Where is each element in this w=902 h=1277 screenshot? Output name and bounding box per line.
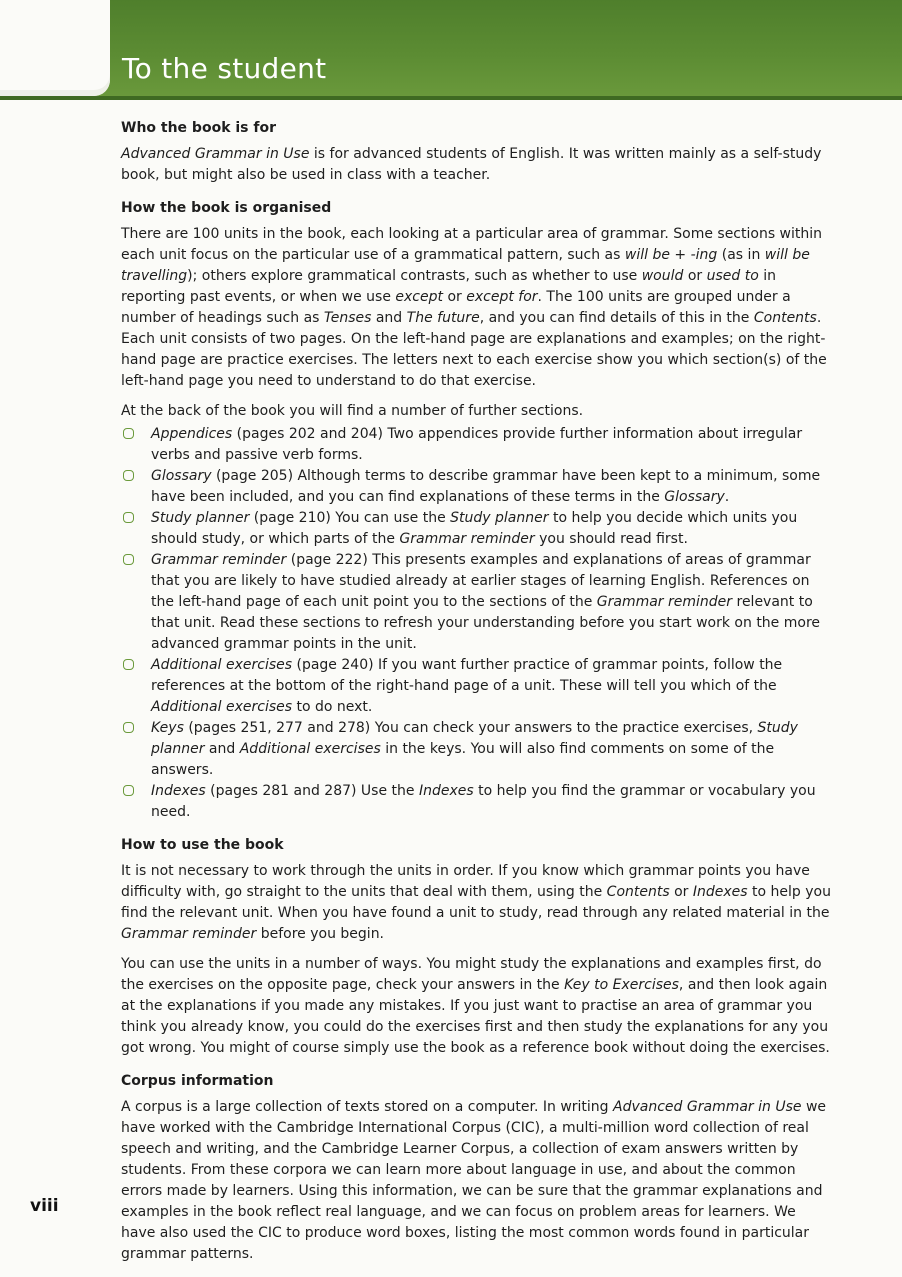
heading-corpus: Corpus information: [121, 1073, 274, 1089]
header-tab: [0, 0, 110, 96]
back-intro: At the back of the book you will find a number of further sections.: [121, 403, 584, 419]
heading-who: Who the book is for: [121, 120, 276, 136]
paragraph-organised: There are 100 units in the book, each looking at a particular area of grammar. Some sections within each unit focus on the particular use of a grammatical pattern, such as will be + -ing (as in will be travelling); others explore grammatical contrasts, such as whether to use would or used to in reporting past events, or when we use except or except for. The 100 units are grouped under a number of headings such as Tenses and The future, and you can find details of this in the Contents. Each unit consists of two pages. On the left-hand page are explanations and examples; on the right-hand page are practice exercises. The letters next to each exercise show you which section(s) of the left-hand page you need to understand to do that exercise.: [121, 226, 827, 389]
rounded-square-bullet-icon: [123, 554, 134, 565]
page-number: viii: [30, 1196, 59, 1216]
list-item-indexes: Indexes (pages 281 and 287) Use the Indexes to help you find the grammar or vocabulary you need.: [121, 781, 833, 823]
paragraph-who: Advanced Grammar in Use is for advanced students of English. It was written mainly as a self-study book, but might also be used in class with a teacher.: [121, 146, 822, 183]
section-corpus: [121, 1071, 833, 1265]
heading-organised: How the book is organised: [121, 200, 332, 216]
main-content: [121, 118, 833, 1277]
further-sections-list: [121, 424, 833, 823]
rounded-square-bullet-icon: [123, 512, 134, 523]
list-item-appendices: Appendices (pages 202 and 204) Two appendices provide further information about irregular verbs and passive verb forms.: [121, 424, 833, 466]
paragraph-use-1: It is not necessary to work through the units in order. If you know which grammar points you have difficulty with, go straight to the units that deal with them, using the Contents or Indexes to help you find the relevant unit. When you have found a unit to study, read through any related material in the Grammar reminder before you begin.: [121, 863, 831, 942]
rounded-square-bullet-icon: [123, 722, 134, 733]
paragraph-use-2: You can use the units in a number of ways. You might study the explanations and examples first, do the exercises on the opposite page, check your answers in the Key to Exercises, and then look again at the explanations if you made any mistakes. If you just want to practise an area of grammar you think you already know, you could do the exercises first and then study the explanations for any you got wrong. You might of course simply use the book as a reference book without doing the exercises.: [121, 956, 830, 1056]
list-item-keys: Keys (pages 251, 277 and 278) You can check your answers to the practice exercises, Study planner and Additional exercises in the keys. You will also find comments on some of the answers.: [121, 718, 833, 781]
list-item-additional-exercises: Additional exercises (page 240) If you want further practice of grammar points, follow the references at the bottom of the right-hand page of a unit. These will tell you which of the Additional exercises to do next.: [121, 655, 833, 718]
list-item-glossary: Glossary (page 205) Although terms to describe grammar have been kept to a minimum, some have been included, and you can find explanations of these terms in the Glossary.: [121, 466, 833, 508]
page-title: To the student: [122, 52, 327, 85]
paragraph-corpus: A corpus is a large collection of texts stored on a computer. In writing Advanced Grammar in Use we have worked with the Cambridge International Corpus (CIC), a multi-million word collection of real speech and writing, and the Cambridge Learner Corpus, a collection of exam answers written by students. From these corpora we can learn more about language in use, and about the common errors made by learners. Using this information, we can be sure that the grammar explanations and examples in the book reflect real language, and we can focus on problem areas for learners. We have also used the CIC to produce word boxes, listing the most common words found in particular grammar patterns.: [121, 1099, 827, 1262]
rounded-square-bullet-icon: [123, 470, 134, 481]
rounded-square-bullet-icon: [123, 785, 134, 796]
rounded-square-bullet-icon: [123, 428, 134, 439]
section-organised: [121, 198, 833, 823]
list-item-grammar-reminder: Grammar reminder (page 222) This presents examples and explanations of areas of grammar that you are likely to have studied already at earlier stages of learning English. References on the left-hand page of each unit point you to the sections of the Grammar reminder relevant to that unit. Read these sections to refresh your understanding before you start work on the more advanced grammar points in the unit.: [121, 550, 833, 655]
rounded-square-bullet-icon: [123, 659, 134, 670]
list-item-study-planner: Study planner (page 210) You can use the Study planner to help you decide which units you should study, or which parts of the Grammar reminder you should read first.: [121, 508, 833, 550]
section-who: [121, 118, 833, 186]
heading-use: How to use the book: [121, 837, 284, 853]
header-band: [0, 0, 902, 100]
section-use: [121, 835, 833, 1059]
